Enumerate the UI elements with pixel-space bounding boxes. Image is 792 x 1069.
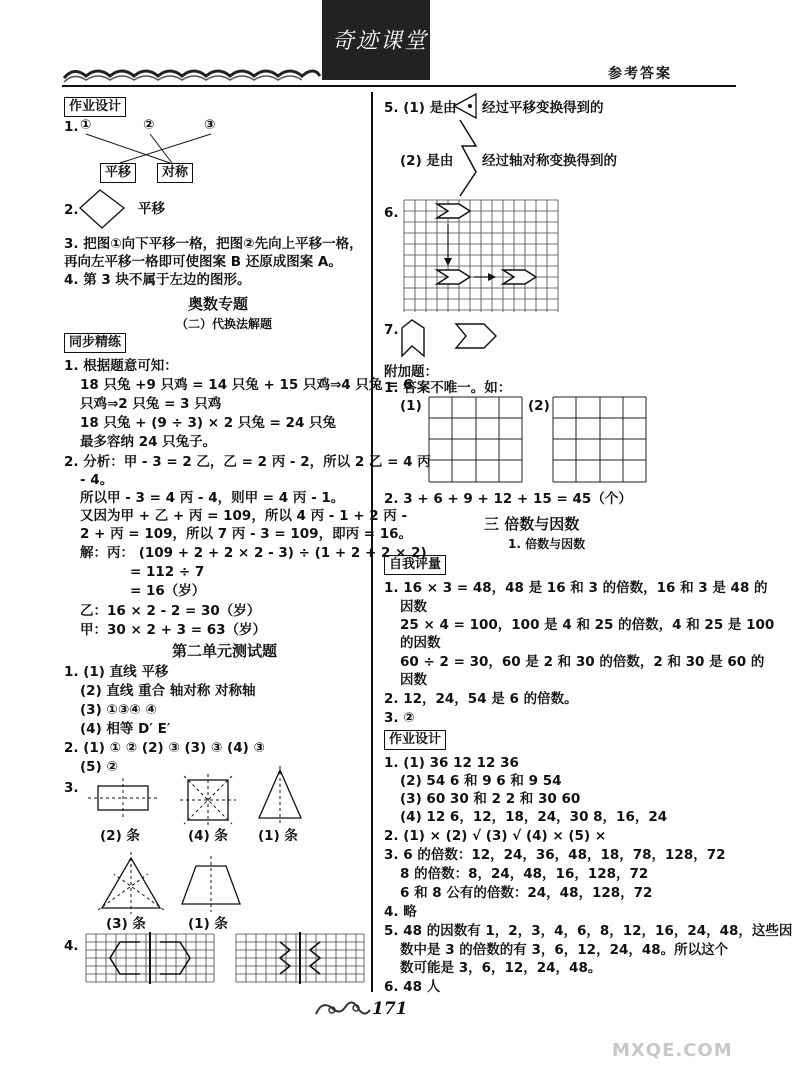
e1-label-2: (2) <box>528 398 550 414</box>
q4-line: 4. 第 3 块不属于左边的图形。 <box>64 272 251 288</box>
olympiad-title: 奥数专题 <box>188 295 249 313</box>
column-divider <box>371 92 373 992</box>
p2-line8: = 16（岁） <box>130 583 206 599</box>
s1-line6: 因数 <box>400 672 427 688</box>
chapter-title: 三 倍数与因数 <box>484 515 580 533</box>
answer-grid-2 <box>552 396 648 484</box>
h1-line4: (4) 12 6，12，18，24，30 8，16，24 <box>400 809 668 825</box>
h1-line3: (3) 60 30 和 2 2 和 30 60 <box>400 791 581 807</box>
p1-line1: 1. 根据题意可知： <box>64 358 178 374</box>
q2-answer: 平移 <box>138 201 165 217</box>
p1-line2: 18 只兔 +9 只鸡 = 14 只兔 + 15 只鸡⇒4 只兔 = 6 <box>80 377 413 393</box>
h1-line2: (2) 54 6 和 9 6 和 9 54 <box>400 773 562 789</box>
triangle-dot-figure <box>452 92 480 120</box>
q3-line2: 再向左平移一格即可使图案 B 还原成图案 A。 <box>64 254 342 270</box>
page-ornament-icon <box>312 996 372 1022</box>
r5a-label: 5. (1) 是由 <box>384 100 457 116</box>
page-number: 171 <box>372 999 408 1019</box>
h3-line1: 3. 6 的倍数：12，24，36，48，18，78，128，72 <box>384 847 726 863</box>
trapezoid-symmetry <box>176 856 246 912</box>
p2-line6: 解：丙： (109 + 2 + 2 × 2 - 3) ÷ (1 + 2 + 2 × 2) <box>80 545 427 561</box>
u3-label-5: (1) 条 <box>188 916 228 932</box>
e1-line: 1. 答案不唯一。如： <box>384 380 512 396</box>
arrow-figure <box>454 118 484 198</box>
p2-line2: - 4。 <box>80 472 114 488</box>
chapter-subtitle: 1. 倍数与因数 <box>508 537 586 551</box>
h6-line: 6. 48 人 <box>384 979 441 995</box>
q3-line1: 3. 把图①向下平移一格，把图②先向上平移一格， <box>64 236 363 252</box>
p2-line4: 又因为甲 + 乙 + 丙 = 109，所以 4 丙 - 1 + 2 丙 - <box>80 508 408 524</box>
chevron-right-shape <box>452 320 500 350</box>
r5a-tail: 经过平移变换得到的 <box>482 100 604 116</box>
u1-line4: (4) 相等 D′ E′ <box>80 721 171 737</box>
u3-label-2: (4) 条 <box>188 828 228 844</box>
section-box-self-assessment: 自我评量 <box>384 555 446 575</box>
r7-number: 7. <box>384 322 399 338</box>
grid-figure-a <box>86 934 216 986</box>
u3-label-3: (1) 条 <box>258 828 298 844</box>
circle-2: ② <box>143 117 155 133</box>
answer-key-tag: 参考答案 <box>608 66 672 82</box>
section-box-practice: 同步精练 <box>64 333 126 353</box>
h3-line3: 6 和 8 公有的倍数：24，48，128，72 <box>400 885 653 901</box>
r6-number: 6. <box>384 205 399 221</box>
box-symmetry: 对称 <box>157 163 193 183</box>
p2-line10: 甲：30 × 2 + 3 = 63（岁） <box>80 622 266 638</box>
isosceles-triangle-symmetry <box>255 766 305 824</box>
p1-line5: 最多容纳 24 只兔子。 <box>80 434 217 450</box>
s1-line3: 25 × 4 = 100，100 是 4 和 25 的倍数，4 和 25 是 100 <box>400 617 775 633</box>
u4-number: 4. <box>64 938 79 954</box>
u1-line1: 1. (1) 直线 平移 <box>64 664 169 680</box>
p1-line3: 只鸡⇒2 只兔 = 3 只鸡 <box>80 396 222 412</box>
h4-line: 4. 略 <box>384 904 417 920</box>
s2-line: 2. 12，24，54 是 6 的倍数。 <box>384 691 578 707</box>
p2-line9: 乙：16 × 2 - 2 = 30（岁） <box>80 603 261 619</box>
s1-line1: 1. 16 × 3 = 48，48 是 16 和 3 的倍数，16 和 3 是 48 的 <box>384 580 768 596</box>
e1-label-1: (1) <box>400 398 422 414</box>
h5-line2: 数中是 3 的倍数的有 3，6，12，24，48。所以这个 <box>400 942 729 958</box>
u3-label-4: (3) 条 <box>106 916 146 932</box>
s1-line4: 的因数 <box>400 635 441 651</box>
section-box-homework-right: 作业设计 <box>384 730 446 750</box>
equilateral-triangle-symmetry <box>96 852 166 914</box>
p2-line1: 2. 分析：甲 - 3 = 2 乙，乙 = 2 丙 - 2，所以 2 乙 = 4 丙 <box>64 454 431 470</box>
h2-line: 2. (1) × (2) √ (3) √ (4) × (5) × <box>384 828 607 844</box>
e2-line: 2. 3 + 6 + 9 + 12 + 15 = 45（个） <box>384 491 632 507</box>
h1-line1: 1. (1) 36 12 12 36 <box>384 755 519 771</box>
u3-number: 3. <box>64 780 79 796</box>
section-box-homework: 作业设计 <box>64 97 126 117</box>
p2-line5: 2 + 丙 = 109，所以 7 丙 - 3 = 109，即丙 = 16。 <box>80 526 413 542</box>
p2-line7: = 112 ÷ 7 <box>130 564 205 580</box>
u2-line2: (5) ② <box>80 759 118 775</box>
unit-test-title: 第二单元测试题 <box>172 642 278 660</box>
q2-number: 2. <box>64 202 79 218</box>
s1-line5: 60 ÷ 2 = 30，60 是 2 和 30 的倍数，2 和 30 是 60 的 <box>400 654 765 670</box>
box-translation: 平移 <box>100 163 136 183</box>
circle-3: ③ <box>204 117 216 133</box>
h5-line1: 5. 48 的因数有 1，2，3，4，6，8，12，16，24，48，这些因 <box>384 923 792 939</box>
p2-line3: 所以甲 - 3 = 4 丙 - 4，则甲 = 4 丙 - 1。 <box>80 490 345 506</box>
s1-line2: 因数 <box>400 599 427 615</box>
circle-1: ① <box>80 117 92 133</box>
u1-line3: (3) ①③④ ④ <box>80 702 157 718</box>
h3-line2: 8 的倍数：8，24，48，16，128，72 <box>400 866 649 882</box>
r5b-tail: 经过轴对称变换得到的 <box>482 153 617 169</box>
s3-line: 3. ② <box>384 710 415 726</box>
u1-line2: (2) 直线 重合 轴对称 对称轴 <box>80 683 256 699</box>
square-symmetry <box>180 774 236 826</box>
h5-line3: 数可能是 3，6，12，24，48。 <box>400 960 602 976</box>
olympiad-subtitle: （二）代换法解题 <box>176 317 273 331</box>
rhombus-shape <box>78 188 128 230</box>
grid-translation-figure <box>404 200 564 314</box>
answer-grid-1 <box>428 396 524 484</box>
q1-number: 1. <box>64 119 79 135</box>
u2-line1: 2. (1) ① ② (2) ③ (3) ③ (4) ③ <box>64 740 265 756</box>
u3-label-1: (2) 条 <box>100 828 140 844</box>
r5b-label: (2) 是由 <box>400 153 454 169</box>
p1-line4: 18 只兔 + (9 ÷ 3) × 2 只兔 = 24 只兔 <box>80 415 337 431</box>
watermark: MXQE.COM <box>612 1040 733 1061</box>
rectangle-symmetry <box>88 776 158 824</box>
extra-title: 附加题： <box>384 364 438 380</box>
chevron-up-shape <box>398 318 428 358</box>
grid-figure-b <box>236 934 366 986</box>
logo-text: 奇迹课堂 <box>332 29 429 54</box>
